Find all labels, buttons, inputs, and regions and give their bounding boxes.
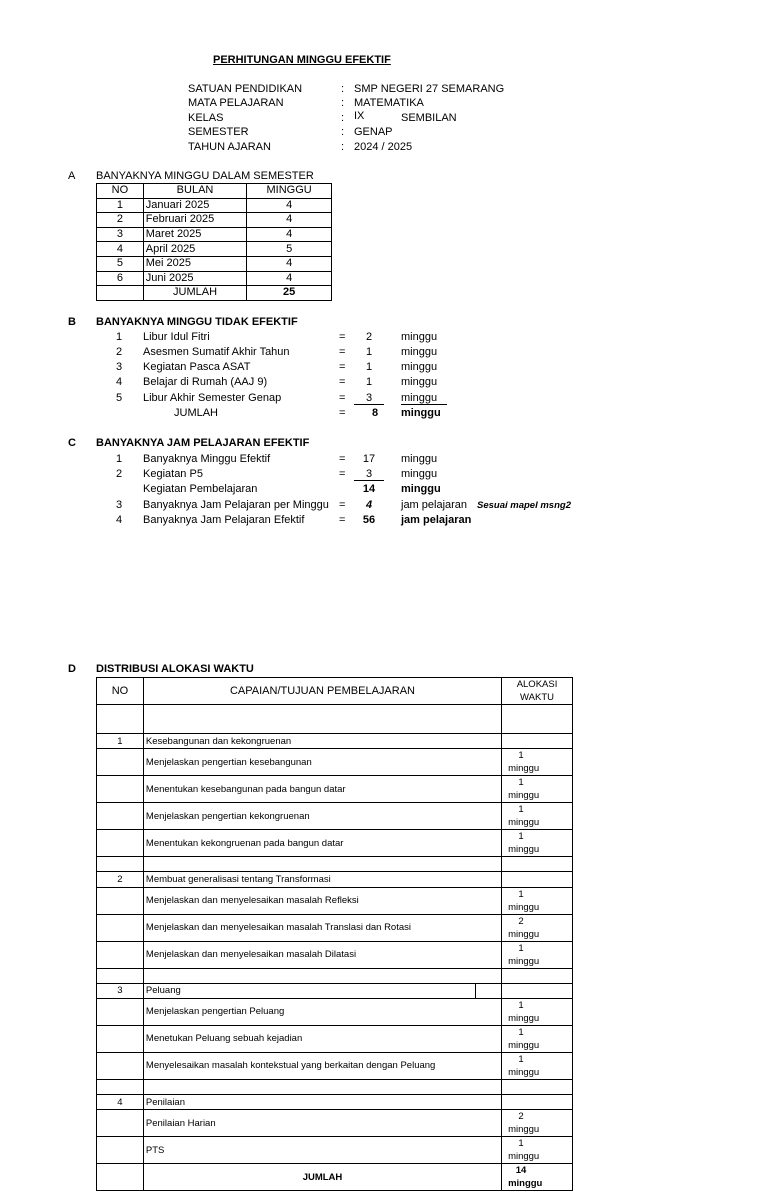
- table-row: [97, 968, 573, 983]
- row-text: [143, 857, 501, 872]
- row-text: Penilaian Harian: [143, 1110, 501, 1137]
- list-item-label: Belajar di Rumah (AAJ 9): [143, 376, 268, 388]
- list-item-label: Libur Idul Fitri: [143, 331, 210, 343]
- row-text: Menjelaskan pengertian Peluang: [143, 998, 501, 1025]
- list-item-no: 2: [116, 346, 123, 358]
- row-alloc-value: 1: [518, 804, 524, 816]
- info-sep: :: [341, 126, 345, 138]
- row-alloc-unit: minggu: [508, 817, 540, 829]
- table-row: [97, 198, 332, 213]
- row-alloc-unit: minggu: [508, 955, 540, 967]
- row-text: Menyelesaikan masalah kontekstual yang berkaitan dengan Peluang: [143, 1052, 501, 1079]
- row-text: PTS: [143, 1137, 501, 1164]
- row-alloc-value: 1: [518, 1053, 524, 1065]
- info-value: SMP NEGERI 27 SEMARANG: [354, 83, 505, 95]
- row-no: 4: [97, 1095, 144, 1110]
- row-text: [143, 968, 501, 983]
- row-alloc-value: 1: [518, 777, 524, 789]
- weeks-total: 25: [247, 286, 332, 301]
- allocation-table: [96, 677, 573, 1191]
- list-item-value: 17: [362, 453, 376, 465]
- row-no: [97, 914, 144, 941]
- row-no: 3: [97, 983, 144, 998]
- list-item-label: Asesmen Sumatif Akhir Tahun: [143, 346, 290, 358]
- row-text: [143, 1079, 501, 1094]
- list-item-value: 1: [365, 346, 373, 358]
- list-item-eq: =: [339, 514, 346, 526]
- row-minggu: 4: [247, 198, 332, 213]
- non-effective-total-unit: minggu: [401, 407, 441, 419]
- row-alloc-value: 1: [518, 999, 524, 1011]
- row-no: [97, 941, 144, 968]
- row-alloc-value: 1: [518, 942, 524, 954]
- table-row: [97, 242, 332, 257]
- section-b-title: BANYAKNYA MINGGU TIDAK EFEKTIF: [96, 316, 298, 328]
- row-alloc-value: 1: [518, 1026, 524, 1038]
- row-minggu: 4: [247, 227, 332, 242]
- table-row: [97, 983, 573, 998]
- table-row: [97, 830, 573, 857]
- section-b-letter: B: [68, 316, 76, 328]
- row-no: [97, 776, 144, 803]
- row-alloc: [502, 941, 573, 968]
- list-item-unit: minggu: [401, 346, 438, 358]
- row-text: Menentukan kesebangunan pada bangun datar: [143, 776, 501, 803]
- row-text: Menentukan kekongruenan pada bangun datar: [143, 830, 501, 857]
- non-effective-total: 8: [372, 407, 379, 419]
- table-row: [97, 872, 573, 887]
- list-item-value: 2: [365, 331, 373, 343]
- list-item-eq: =: [339, 499, 346, 511]
- list-item-label: Kegiatan Pasca ASAT: [143, 361, 251, 373]
- non-effective-total-eq: =: [339, 407, 346, 419]
- row-no: [97, 998, 144, 1025]
- section-a-letter: A: [68, 170, 76, 182]
- list-item-value: 3: [354, 392, 384, 405]
- section-d-title: DISTRIBUSI ALOKASI WAKTU: [96, 663, 254, 675]
- list-item-unit: minggu: [401, 331, 438, 343]
- table-row: [97, 941, 573, 968]
- row-no: 2: [97, 213, 144, 228]
- section-a-title: BANYAKNYA MINGGU DALAM SEMESTER: [96, 170, 314, 182]
- row-alloc: [502, 776, 573, 803]
- list-item-label: Banyaknya Minggu Efektif: [143, 453, 271, 465]
- table-row: [97, 857, 573, 872]
- info-sep: :: [341, 97, 345, 109]
- info-value: 2024 / 2025: [354, 141, 413, 153]
- alloc-header-waktu: ALOKASI WAKTU: [502, 678, 573, 705]
- table-row: [97, 1079, 573, 1094]
- alloc-header-tujuan: CAPAIAN/TUJUAN PEMBELAJARAN: [143, 678, 501, 705]
- table-row: [97, 1095, 573, 1110]
- row-no: [97, 887, 144, 914]
- row-alloc: [502, 887, 573, 914]
- list-item-unit: jam pelajaran: [401, 514, 472, 526]
- list-item-label: Libur Akhir Semester Genap: [143, 392, 282, 404]
- list-item-value: 14: [362, 483, 376, 495]
- row-text: Menjelaskan pengertian kesebangunan: [143, 749, 501, 776]
- row-minggu: 5: [247, 242, 332, 257]
- row-no: [97, 749, 144, 776]
- alloc-total: 14: [515, 1165, 527, 1177]
- row-alloc: [502, 983, 573, 998]
- row-text: Menjelaskan dan menyelesaikan masalah Dilatasi: [143, 941, 501, 968]
- table-row: [97, 271, 332, 286]
- info-label: KELAS: [188, 112, 224, 124]
- row-no: [97, 803, 144, 830]
- row-text: Peluang: [143, 983, 475, 998]
- section-c-letter: C: [68, 437, 76, 449]
- alloc-total-unit: minggu: [508, 1178, 543, 1190]
- row-alloc-unit: minggu: [508, 1151, 540, 1163]
- row-no: [97, 1110, 144, 1137]
- row-no: 6: [97, 271, 144, 286]
- section-d-letter: D: [68, 663, 76, 675]
- row-alloc: [502, 1110, 573, 1137]
- row-text: Menjelaskan pengertian kekongruenan: [143, 803, 501, 830]
- list-item-value: 56: [362, 514, 376, 526]
- non-effective-total-label: JUMLAH: [174, 407, 219, 419]
- list-item-no: 1: [116, 331, 123, 343]
- table-row: [97, 227, 332, 242]
- row-no: [97, 1079, 144, 1094]
- row-alloc-unit: minggu: [508, 790, 540, 802]
- table-row: [97, 887, 573, 914]
- list-item-unit: minggu: [401, 361, 438, 373]
- row-no: [97, 857, 144, 872]
- info-label: TAHUN AJARAN: [188, 141, 271, 153]
- row-alloc-value: 1: [518, 831, 524, 843]
- row-alloc-value: 1: [518, 888, 524, 900]
- info-sep: :: [341, 112, 345, 124]
- table-row: [97, 914, 573, 941]
- list-item-unit: minggu: [401, 483, 441, 495]
- row-bulan: Januari 2025: [143, 198, 247, 213]
- page-title: PERHITUNGAN MINGGU EFEKTIF: [213, 54, 391, 66]
- row-no: 3: [97, 227, 144, 242]
- info-label: SEMESTER: [188, 126, 249, 138]
- table-row: [97, 776, 573, 803]
- list-item-eq: =: [339, 453, 346, 465]
- row-no: 2: [97, 872, 144, 887]
- row-text-extra: [476, 983, 502, 998]
- row-alloc: [502, 705, 573, 734]
- row-alloc-unit: minggu: [508, 901, 540, 913]
- row-alloc-value: 1: [518, 1138, 524, 1150]
- row-alloc: [502, 1079, 573, 1094]
- list-item-label: Kegiatan P5: [143, 468, 203, 480]
- list-item-eq: =: [339, 346, 346, 358]
- row-text: Menetukan Peluang sebuah kejadian: [143, 1025, 501, 1052]
- col-header-bulan: BULAN: [143, 184, 247, 199]
- table-row: [97, 734, 573, 749]
- list-item-unit: minggu: [401, 376, 438, 388]
- weeks-table: [96, 183, 332, 301]
- list-item-unit: minggu: [401, 468, 438, 480]
- row-text: Menjelaskan dan menyelesaikan masalah Refleksi: [143, 887, 501, 914]
- row-alloc-unit: minggu: [508, 1012, 540, 1024]
- list-item-label: Banyaknya Jam Pelajaran per Minggu: [143, 499, 329, 511]
- row-alloc-value: 2: [518, 915, 524, 927]
- weeks-total-label: JUMLAH: [143, 286, 247, 301]
- row-text: Kesebangunan dan kekongruenan: [143, 734, 501, 749]
- row-alloc: [502, 872, 573, 887]
- row-alloc: [502, 1095, 573, 1110]
- list-item-eq: =: [339, 331, 346, 343]
- list-item-eq: =: [339, 361, 346, 373]
- list-item-value: 1: [365, 376, 373, 388]
- row-no: [97, 1052, 144, 1079]
- list-item-eq: =: [339, 392, 346, 404]
- list-item-no: 4: [116, 514, 123, 526]
- info-value: GENAP: [354, 126, 393, 138]
- list-item-no: 2: [116, 468, 123, 480]
- alloc-total-label: JUMLAH: [143, 1164, 501, 1191]
- row-no: [97, 1025, 144, 1052]
- row-alloc-value: 2: [518, 1111, 524, 1123]
- row-alloc: [502, 968, 573, 983]
- row-no: [97, 1137, 144, 1164]
- list-item-no: 1: [116, 453, 123, 465]
- col-header-minggu: MINGGU: [247, 184, 332, 199]
- row-bulan: Februari 2025: [143, 213, 247, 228]
- row-alloc: [502, 998, 573, 1025]
- list-item-no: 4: [116, 376, 123, 388]
- table-row: [97, 1137, 573, 1164]
- list-item-unit: minggu: [401, 392, 447, 405]
- table-row: [97, 1052, 573, 1079]
- row-alloc: [502, 749, 573, 776]
- table-row: [97, 1025, 573, 1052]
- row-alloc: [502, 803, 573, 830]
- table-row: [97, 213, 332, 228]
- row-no: 5: [97, 256, 144, 271]
- row-no: 4: [97, 242, 144, 257]
- row-text: Penilaian: [143, 1095, 501, 1110]
- row-text: [143, 705, 501, 734]
- info-sep: :: [341, 83, 345, 95]
- row-alloc-unit: minggu: [508, 928, 540, 940]
- row-alloc-unit: minggu: [508, 1124, 540, 1136]
- row-no: [97, 968, 144, 983]
- row-minggu: 4: [247, 271, 332, 286]
- row-alloc: [502, 914, 573, 941]
- alloc-total-cell: [502, 1164, 573, 1191]
- list-item-note: Sesuai mapel msng2: [477, 500, 571, 511]
- row-minggu: 4: [247, 213, 332, 228]
- row-minggu: 4: [247, 256, 332, 271]
- row-no: [97, 705, 144, 734]
- col-header-no: NO: [97, 184, 144, 199]
- list-item-label: Kegiatan Pembelajaran: [143, 483, 258, 495]
- list-item-no: 3: [116, 499, 123, 511]
- info-label: SATUAN PENDIDIKAN: [188, 83, 303, 95]
- table-row: [97, 1110, 573, 1137]
- table-row: [97, 705, 573, 734]
- list-item-no: 5: [116, 392, 123, 404]
- row-bulan: April 2025: [143, 242, 247, 257]
- table-row: [97, 749, 573, 776]
- row-alloc-unit: minggu: [508, 1066, 540, 1078]
- row-alloc: [502, 1025, 573, 1052]
- section-c-title: BANYAKNYA JAM PELAJARAN EFEKTIF: [96, 437, 310, 449]
- list-item-value: 4: [365, 499, 373, 511]
- alloc-header-no: NO: [97, 678, 144, 705]
- row-alloc-unit: minggu: [508, 844, 540, 856]
- table-row: [97, 256, 332, 271]
- row-alloc: [502, 830, 573, 857]
- row-alloc: [502, 1052, 573, 1079]
- list-item-unit: jam pelajaran: [401, 499, 468, 511]
- list-item-label: Banyaknya Jam Pelajaran Efektif: [143, 514, 305, 526]
- list-item-eq: =: [339, 468, 346, 480]
- row-alloc: [502, 1137, 573, 1164]
- info-value: IX: [354, 110, 365, 122]
- list-item-no: 3: [116, 361, 123, 373]
- info-label: MATA PELAJARAN: [188, 97, 284, 109]
- list-item-value: 1: [365, 361, 373, 373]
- row-bulan: Mei 2025: [143, 256, 247, 271]
- row-bulan: Juni 2025: [143, 271, 247, 286]
- row-alloc-value: 1: [518, 750, 524, 762]
- table-row: [97, 803, 573, 830]
- row-alloc: [502, 857, 573, 872]
- row-no: 1: [97, 734, 144, 749]
- row-bulan: Maret 2025: [143, 227, 247, 242]
- row-alloc-unit: minggu: [508, 763, 540, 775]
- row-no: 1: [97, 198, 144, 213]
- table-row: [97, 998, 573, 1025]
- list-item-unit: minggu: [401, 453, 438, 465]
- row-no: [97, 830, 144, 857]
- row-alloc-unit: minggu: [508, 1039, 540, 1051]
- row-text: Membuat generalisasi tentang Transformasi: [143, 872, 501, 887]
- list-item-eq: =: [339, 376, 346, 388]
- info-value: MATEMATIKA: [354, 97, 424, 109]
- info-sep: :: [341, 141, 345, 153]
- row-text: Menjelaskan dan menyelesaikan masalah Translasi dan Rotasi: [143, 914, 501, 941]
- list-item-value: 3: [354, 468, 384, 481]
- info-extra: SEMBILAN: [401, 112, 457, 124]
- row-alloc: [502, 734, 573, 749]
